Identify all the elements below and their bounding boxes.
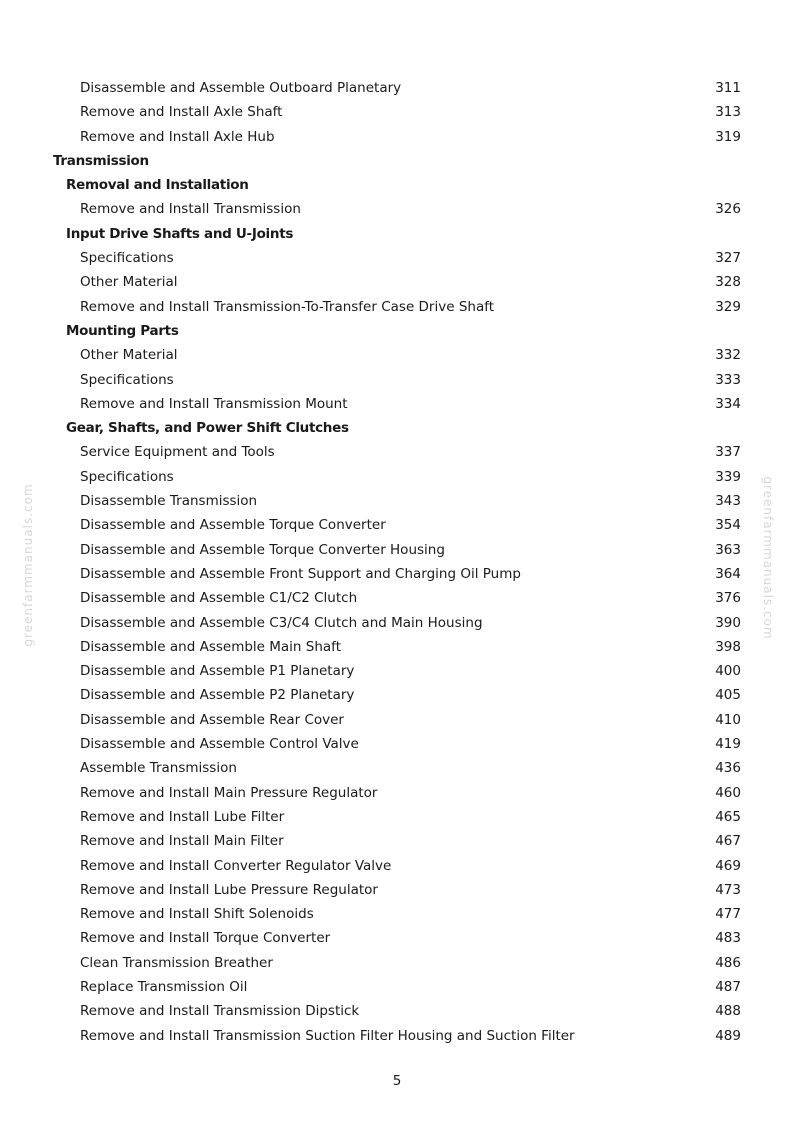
toc-section-heading (0, 319, 794, 343)
toc-entry-title: Disassemble and Assemble Main Shaft (80, 638, 341, 655)
page-number: 5 (392, 1073, 402, 1089)
toc-entry-title: Specifications (80, 250, 174, 267)
toc-entry-title: Input Drive Shafts and U-Joints (66, 225, 294, 242)
toc-entry-page: 363 (715, 541, 741, 558)
toc-entry-page: 337 (715, 444, 741, 461)
toc-entry-title: Removal and Installation (66, 177, 249, 194)
toc-section-heading (0, 173, 794, 197)
toc-entry-title: Disassemble and Assemble C1/C2 Clutch (80, 590, 358, 607)
toc-entry-page: 477 (715, 906, 741, 923)
toc-entry-title: Disassemble and Assemble Front Support and Charging Oil Pump (80, 565, 521, 582)
toc-entry-page: 313 (715, 104, 741, 121)
toc-entry-page: 364 (715, 565, 741, 582)
toc-entry-title: Remove and Install Transmission Dipstick (80, 1003, 360, 1020)
toc-entry[interactable] (0, 951, 794, 975)
toc-entry[interactable] (0, 829, 794, 853)
watermark-left: greenfarmmanuals.com (21, 483, 35, 647)
toc-entry[interactable] (0, 100, 794, 124)
toc-entry-page: 419 (715, 736, 741, 753)
toc-entry-title: Specifications (80, 468, 174, 485)
toc-entry-title: Remove and Install Axle Hub (80, 128, 275, 145)
toc-entry-title: Disassemble and Assemble P2 Planetary (80, 687, 355, 704)
toc-entry[interactable] (0, 878, 794, 902)
toc-entry-page: 319 (715, 128, 741, 145)
toc-entry-page: 333 (715, 371, 741, 388)
toc-entry-page: 467 (715, 833, 741, 850)
toc-entry[interactable] (0, 392, 794, 416)
toc-entry-page: 326 (715, 201, 741, 218)
toc-entry[interactable] (0, 999, 794, 1023)
toc-entry-page: 410 (715, 711, 741, 728)
toc-entry-page: 354 (715, 517, 741, 534)
toc-entry-page: 400 (715, 663, 741, 680)
toc-entry-title: Remove and Install Transmission-To-Transfer Case Drive Shaft (80, 298, 495, 315)
toc-entry[interactable] (0, 854, 794, 878)
toc-entry[interactable] (0, 902, 794, 926)
toc-entry-page: 465 (715, 808, 741, 825)
toc-entry-title: Disassemble and Assemble Torque Converter Housing (80, 541, 445, 558)
toc-entry[interactable] (0, 125, 794, 149)
toc-entry[interactable] (0, 246, 794, 270)
toc-entry[interactable] (0, 805, 794, 829)
toc-entry[interactable] (0, 295, 794, 319)
toc-entry-page: 376 (715, 590, 741, 607)
table-of-contents (0, 76, 794, 1048)
toc-entry-title: Disassemble and Assemble C3/C4 Clutch and Main Housing (80, 614, 483, 631)
toc-entry-page: 334 (715, 395, 741, 412)
toc-entry-title: Other Material (80, 347, 178, 364)
toc-entry-page: 489 (715, 1027, 741, 1044)
toc-entry-title: Disassemble and Assemble Control Valve (80, 736, 359, 753)
toc-entry-page: 343 (715, 493, 741, 510)
toc-entry-title: Remove and Install Main Filter (80, 833, 284, 850)
toc-entry[interactable] (0, 489, 794, 513)
toc-entry[interactable] (0, 732, 794, 756)
toc-entry[interactable] (0, 708, 794, 732)
toc-entry[interactable] (0, 756, 794, 780)
toc-entry[interactable] (0, 659, 794, 683)
toc-entry[interactable] (0, 76, 794, 100)
toc-entry-page: 473 (715, 881, 741, 898)
toc-entry-title: Remove and Install Shift Solenoids (80, 906, 314, 923)
toc-entry[interactable] (0, 1024, 794, 1048)
toc-entry-page: 328 (715, 274, 741, 291)
toc-entry-title: Replace Transmission Oil (80, 978, 248, 995)
toc-entry-page: 311 (715, 80, 741, 96)
toc-entry-page: 436 (715, 760, 741, 777)
toc-entry-title: Disassemble Transmission (80, 493, 258, 510)
toc-entry-page: 460 (715, 784, 741, 801)
toc-entry-page: 339 (715, 468, 741, 485)
toc-entry-title: Gear, Shafts, and Power Shift Clutches (66, 420, 349, 437)
toc-entry[interactable] (0, 368, 794, 392)
toc-entry-page: 327 (715, 250, 741, 267)
toc-entry-title: Remove and Install Lube Pressure Regulator (80, 881, 378, 898)
toc-entry-title: Other Material (80, 274, 178, 291)
toc-entry[interactable] (0, 635, 794, 659)
toc-entry-title: Disassemble and Assemble Outboard Planetary (80, 80, 402, 96)
toc-entry-page: 483 (715, 930, 741, 947)
toc-entry[interactable] (0, 926, 794, 950)
toc-entry[interactable] (0, 538, 794, 562)
toc-entry-title: Clean Transmission Breather (80, 954, 273, 971)
toc-section-heading (0, 222, 794, 246)
toc-entry-title: Remove and Install Axle Shaft (80, 104, 283, 121)
toc-entry-title: Disassemble and Assemble P1 Planetary (80, 663, 355, 680)
toc-entry-title: Disassemble and Assemble Torque Converter (80, 517, 386, 534)
toc-entry-title: Remove and Install Transmission (80, 201, 301, 218)
toc-entry[interactable] (0, 440, 794, 464)
toc-entry[interactable] (0, 611, 794, 635)
toc-entry[interactable] (0, 513, 794, 537)
toc-entry-page: 329 (715, 298, 741, 315)
toc-entry[interactable] (0, 562, 794, 586)
toc-entry-page: 332 (715, 347, 741, 364)
watermark-right: greenfarmmanuals.com (761, 476, 775, 640)
toc-entry-page: 488 (715, 1003, 741, 1020)
toc-entry-title: Remove and Install Transmission Suction Filter Housing and Suction Filter (80, 1027, 575, 1044)
toc-entry[interactable] (0, 683, 794, 707)
toc-entry[interactable] (0, 781, 794, 805)
toc-entry[interactable] (0, 343, 794, 367)
toc-entry[interactable] (0, 197, 794, 221)
toc-entry-title: Remove and Install Lube Filter (80, 808, 285, 825)
toc-entry[interactable] (0, 975, 794, 999)
toc-entry-title: Disassemble and Assemble Rear Cover (80, 711, 344, 728)
toc-entry-page: 486 (715, 954, 741, 971)
toc-entry[interactable] (0, 270, 794, 294)
toc-entry-title: Assemble Transmission (80, 760, 237, 777)
toc-entry-title: Specifications (80, 371, 174, 388)
toc-entry-title: Mounting Parts (66, 322, 179, 339)
toc-entry-title: Transmission (53, 152, 149, 169)
toc-entry-page: 398 (715, 638, 741, 655)
toc-entry-page: 390 (715, 614, 741, 631)
toc-entry-title: Remove and Install Transmission Mount (80, 395, 348, 412)
toc-section-heading (0, 416, 794, 440)
toc-section-heading (0, 149, 794, 173)
toc-entry-title: Remove and Install Main Pressure Regulator (80, 784, 378, 801)
toc-entry-title: Service Equipment and Tools (80, 444, 275, 461)
toc-entry-page: 405 (715, 687, 741, 704)
toc-entry-page: 469 (715, 857, 741, 874)
toc-entry-title: Remove and Install Torque Converter (80, 930, 331, 947)
toc-entry[interactable] (0, 586, 794, 610)
toc-entry-title: Remove and Install Converter Regulator Valve (80, 857, 392, 874)
toc-entry-page: 487 (715, 978, 741, 995)
toc-entry[interactable] (0, 465, 794, 489)
